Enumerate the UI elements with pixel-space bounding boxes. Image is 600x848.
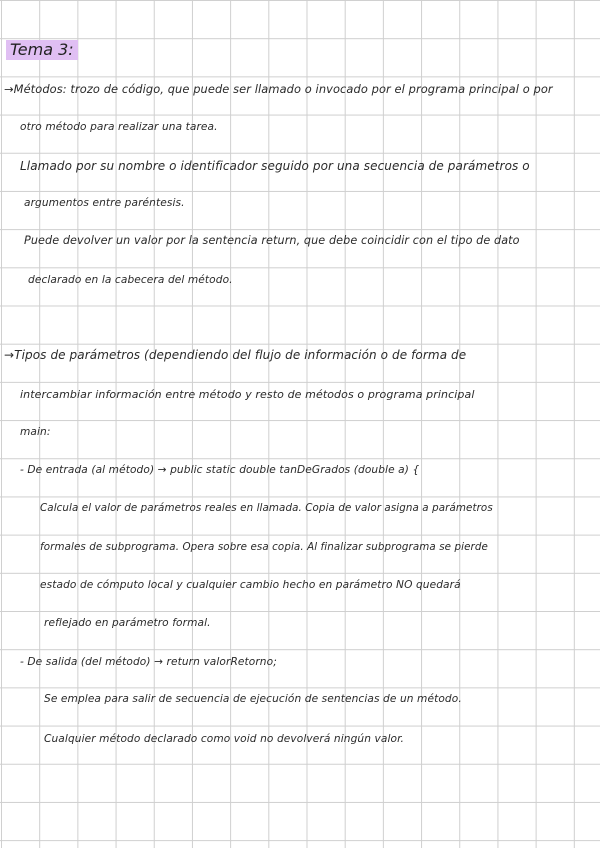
text-line-9: main: [20,426,51,438]
text-line-12: formales de subprograma. Opera sobre esa copia. Al finalizar subprograma se pierde [40,541,488,553]
text-line-15: - De salida (del método) → return valorRetorno; [20,656,277,668]
text-line-1: →Métodos: trozo de código, que puede ser llamado o invocado por el programa principal o por [4,82,553,96]
text-line-4: argumentos entre paréntesis. [24,197,185,209]
text-line-3: Llamado por su nombre o identificador seguido por una secuencia de parámetros o [20,159,530,173]
text-line-17: Cualquier método declarado como void no devolverá ningún valor. [44,733,405,745]
text-line-8: intercambiar información entre método y resto de métodos o programa principal [20,388,475,401]
text-line-2: otro método para realizar una tarea. [20,121,218,133]
text-line-11: Calcula el valor de parámetros reales en llamada. Copia de valor asigna a parámetros [40,502,493,514]
text-line-16: Se emplea para salir de secuencia de ejecución de sentencias de un método. [44,693,462,705]
text-line-7: →Tipos de parámetros (dependiendo del flujo de información o de forma de [4,348,467,362]
text-line-13: estado de cómputo local y cualquier cambio hecho en parámetro NO quedará [40,579,461,591]
text-line-14: reflejado en parámetro formal. [44,617,211,629]
text-line-5: Puede devolver un valor por la sentencia return, que debe coincidir con el tipo de dato [24,234,520,247]
text-line-6: declarado en la cabecera del método. [28,274,233,286]
page-title: Tema 3: [6,40,78,60]
text-line-10: - De entrada (al método) → public static double tanDeGrados (double a) { [20,464,420,476]
